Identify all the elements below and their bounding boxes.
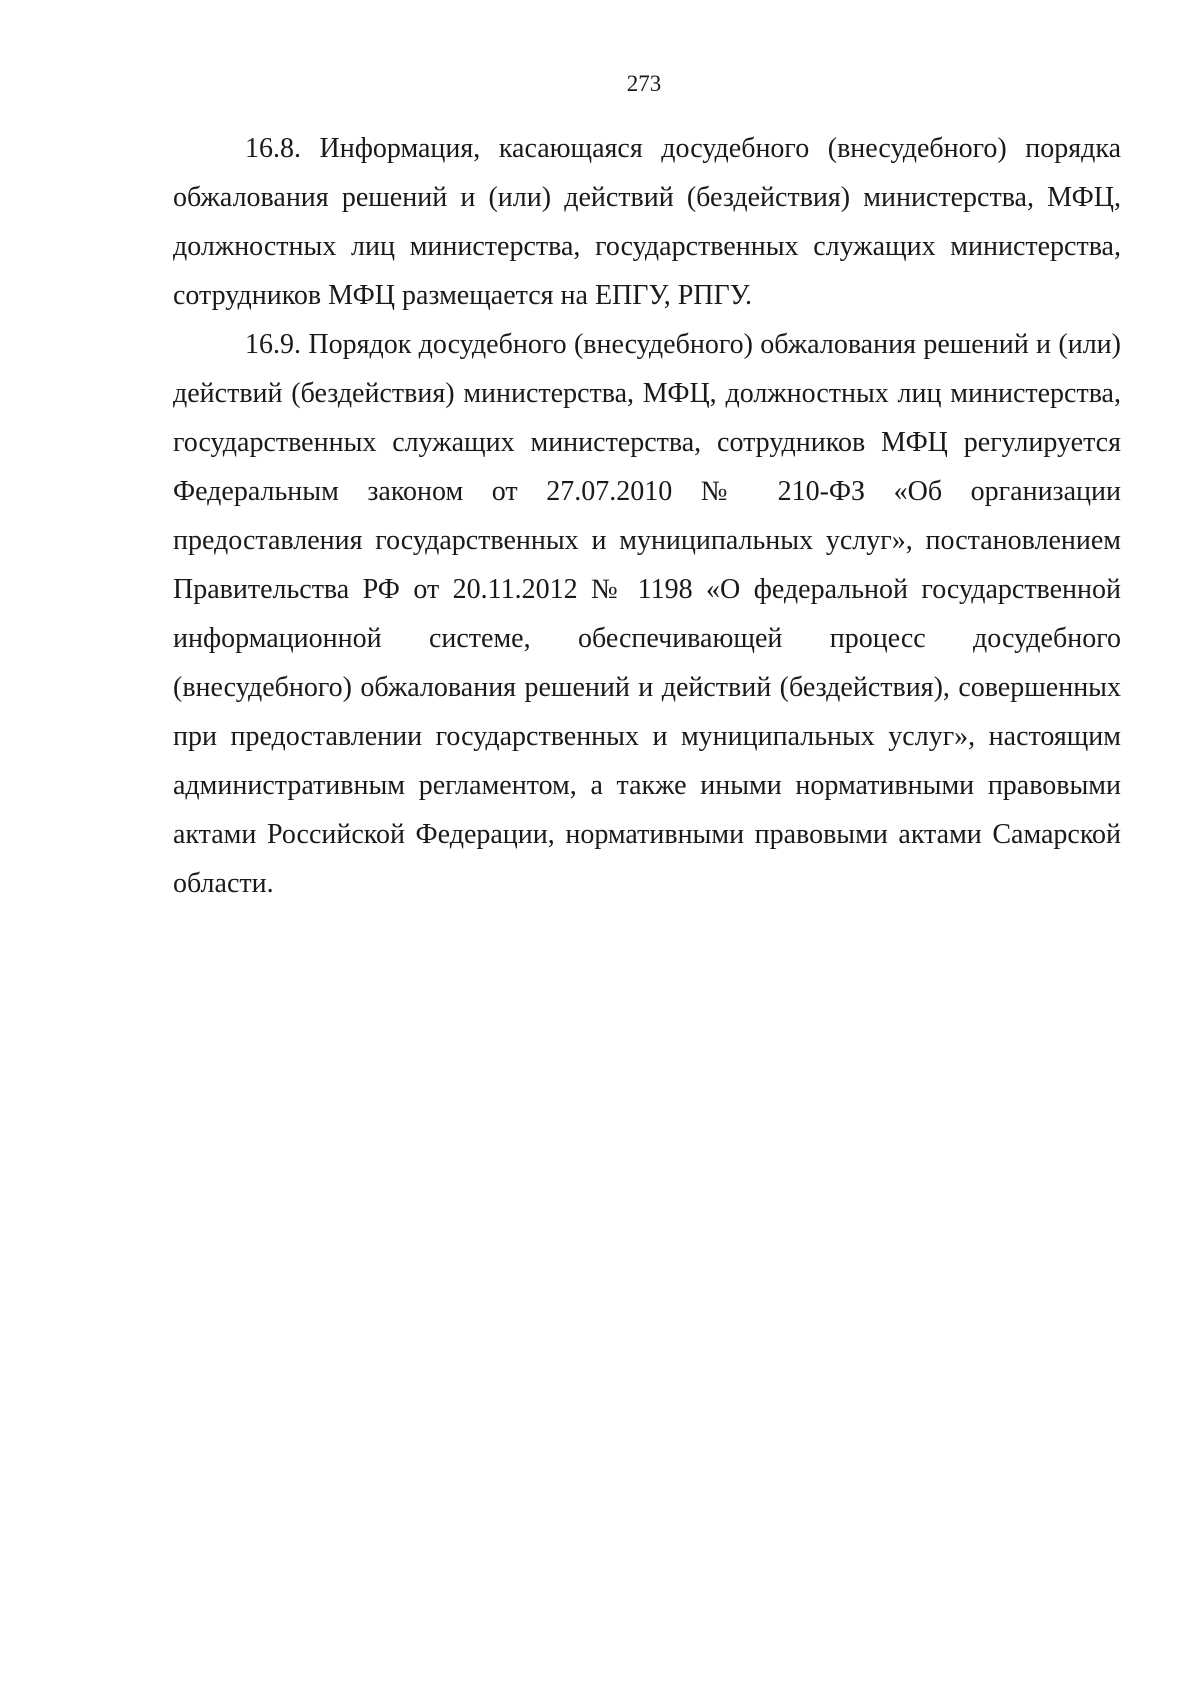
paragraph-16-9: 16.9. Порядок досудебного (внесудебного) обжалования решений и (или) действий (бездействия) министерства, МФЦ, должностных лиц министерства, государственных служащих министерства, сотрудников МФЦ регулируется Федеральным законом от 27.07.2010 № 210-ФЗ «Об организации предоставления государственных и муниципальных услуг», постановлением Правительства РФ от 20.11.2012 № 1198 «О федеральной государственной информационной системе, обеспечивающей процесс досудебного (внесудебного) обжалования решений и действий (бездействия), совершенных при предоставлении государственных и муниципальных услуг», настоящим административным регламентом, а также иными нормативными правовыми актами Российской Федерации, нормативными правовыми актами Самарской области. <box>173 329 1121 899</box>
page-content <box>173 124 1121 908</box>
page-number: 273 <box>626 71 662 96</box>
paragraph-16-8: 16.8. Информация, касающаяся досудебного (внесудебного) порядка обжалования решений и (или) действий (бездействия) министерства, МФЦ, должностных лиц министерства, государственных служащих министерства, сотрудников МФЦ размещается на ЕПГУ, РПГУ. <box>173 133 1121 311</box>
